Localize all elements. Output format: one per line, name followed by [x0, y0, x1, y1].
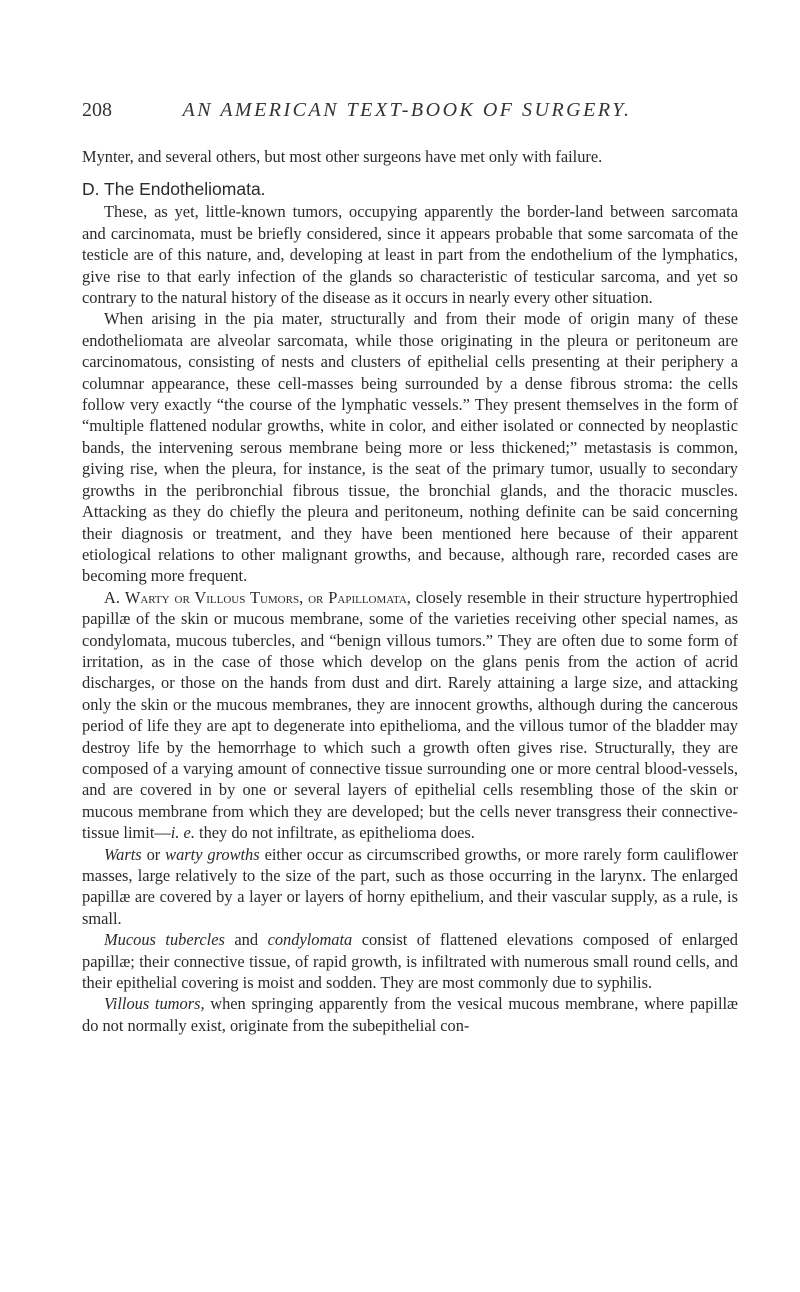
running-header	[82, 96, 732, 124]
term-warts: Warts	[104, 844, 142, 864]
section-a-text-end: they do not infiltrate, as epithelioma does.	[199, 823, 475, 843]
section-d-paragraph-1: These, as yet, little-known tumors, occupying apparently the border-land between sarcomata and carcinomata, must be briefly considered, since it appears probable that some sarcomata of the testicle are of this nature, and, developing at least in part from the endothelium of the lymphatics, give rise to that early infection of the glands so characteristic of testicular sarcoma, and yet so contrary to the natural history of the disease as it occurs in nearly every other situation.	[82, 202, 738, 308]
connector-and: and	[234, 930, 259, 950]
intro-continuation: Mynter, and several others, but most other surgeons have met only with failure.	[82, 147, 603, 166]
term-condylomata: condylomata	[267, 930, 353, 950]
ie-abbrev: i. e.	[170, 823, 195, 843]
connector-or: or	[146, 844, 161, 864]
section-a-text: closely resemble in their structure hypertrophied papillæ of the skin or mucous membrane, some of the varieties receiving other special names, as condylomata, mucous tubercles, and “benign villous tumors.” They are often due to some form of irritation, as in the case of those which develop on the glans penis from the action of acrid discharges, or those on the hands from dust and dirt. Rarely attaining a large size, and attacking only the skin or the mucous membranes, they are innocent growths, although during the cancerous period of life they are apt to degenerate into epithelioma, and the villous tumor of the bladder may destroy life by the hemorrhage to which such a growth often gives rise. Structurally, they are composed of a varying amount of connective tissue surrounding one or more central blood-vessels, and are covered in by one or several layers of epithelial cells resembling those of the skin or mucous membrane from which they are developed; but the cells never transgress their connective-tissue limit—	[82, 587, 738, 843]
page-number: 208	[82, 99, 112, 121]
term-villous-tumors: Villous tumors,	[104, 994, 205, 1014]
running-head-title: AN AMERICAN TEXT-BOOK OF SURGERY.	[182, 99, 632, 121]
villous-tumors-paragraph	[82, 993, 738, 1036]
section-a-heading: Warty or Villous Tumors, or Papillomata,	[124, 587, 411, 607]
warts-text: either occur as circumscribed growths, or more rarely form cauliflower masses, large relatively to the size of the part, such as those occurring in the larynx. The enlarged papillæ are covered by a layer or layers of horny epithelium, and their vascular supply, as a rule, is small.	[82, 844, 738, 928]
page-body	[82, 146, 738, 1036]
villous-tumors-text: when springing apparently from the vesical mucous membrane, where papillæ do not normally exist, originate from the subepithelial con-	[82, 994, 738, 1035]
section-a-paragraph-1	[82, 587, 738, 844]
term-mucous-tubercles: Mucous tubercles	[104, 930, 225, 950]
term-warty-growths: warty growths	[165, 844, 260, 864]
section-d-paragraph-2: When arising in the pia mater, structurally and from their mode of origin many of these endotheliomata are alveolar sarcomata, while those originating in the pleura or peritoneum are carcinomatous, consisting of nests and clusters of epithelial cells presenting at their periphery a columnar appearance, these cell-masses being surrounded by a dense fibrous stroma: the cells follow very exactly “the course of the lymphatic vessels.” They present themselves in the form of “multiple flattened nodular growths, white in color, and either isolated or connected by neoplastic bands, the intervening serous membrane being more or less thickened;” metastasis is common, giving rise, when the pleura, for instance, is the seat of the primary tumor, usually to secondary growths in the peribronchial fibrous tissue, the bronchial glands, and the thoracic muscles. Attacking as they do chiefly the pleura and peritoneum, nothing definite can be said concerning their diagnosis or treatment, and they have been mentioned here because of their apparent etiological relations to other malignant growths, and because, although rare, recorded cases are becoming more frequent.	[82, 309, 738, 586]
section-a-letter: A.	[104, 587, 120, 607]
section-d-heading: D. The Endotheliomata.	[82, 179, 266, 200]
mucous-tubercles-paragraph	[82, 929, 738, 993]
mucous-tubercles-text: consist of flattened elevations composed of enlarged papillæ; their connective tissue, of rapid growth, is infiltrated with numerous small round cells, and their epithelial covering is moist and sodden. They are most commonly due to syphilis.	[82, 930, 738, 993]
warts-paragraph	[82, 844, 738, 930]
